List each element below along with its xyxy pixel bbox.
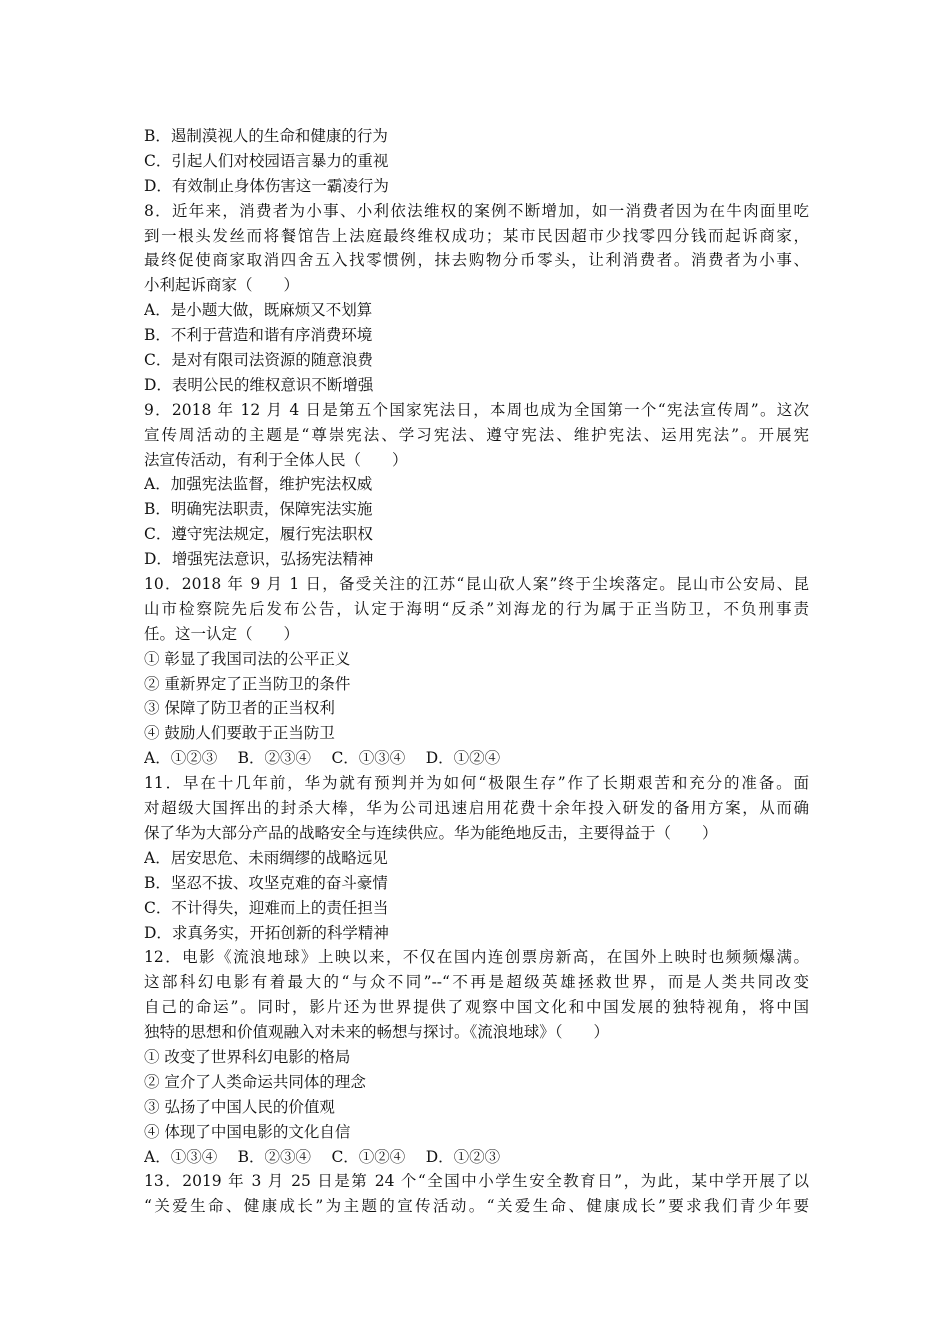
- text-line: 这部科幻电影有着最大的“与众不同”--“不再是超级英雄拯救世界，而是人类共同改变: [144, 973, 809, 992]
- exam-text-body: [144, 124, 809, 1219]
- text-line: 8．近年来，消费者为小事、小利依法维权的案例不断增加，如一消费者因为在牛肉面里吃: [144, 201, 809, 220]
- text-line: C．是对有限司法资源的随意浪费: [144, 351, 373, 370]
- text-line: A．①③④ B．②③④ C．①②④ D．①②③: [144, 1147, 501, 1166]
- text-line: 保了华为大部分产品的战略安全与连续供应。华为能绝地反击，主要得益于（ ）: [144, 823, 718, 842]
- text-line: A．居安思危、未雨绸缪的战略远见: [144, 848, 388, 867]
- text-line: 独特的思想和价值观融入对未来的畅想与探讨。《流浪地球》（ ）: [144, 1023, 610, 1042]
- text-line: ② 宣介了人类命运共同体的理念: [144, 1072, 366, 1091]
- text-line: 最终促使商家取消四舍五入找零惯例，抹去购物分币零头，让利消费者。消费者为小事、: [144, 251, 809, 270]
- text-line: “关爱生命、健康成长”为主题的宣传活动。“关爱生命、健康成长”要求我们青少年要: [144, 1197, 809, 1216]
- text-line: D．表明公民的维权意识不断增强: [144, 375, 374, 394]
- text-line: D．增强宪法意识，弘扬宪法精神: [144, 550, 374, 569]
- text-line: C．引起人们对校园语言暴力的重视: [144, 151, 389, 170]
- text-line: A．①②③ B．②③④ C．①③④ D．①②④: [144, 749, 501, 768]
- text-line: 自己的命运”。同时，影片还为世界提供了观察中国文化和中国发展的独特视角，将中国: [144, 998, 809, 1017]
- text-line: C．遵守宪法规定，履行宪法职权: [144, 525, 373, 544]
- text-line: D．求真务实，开拓创新的科学精神: [144, 923, 389, 942]
- text-line: ① 改变了世界科幻电影的格局: [144, 1047, 351, 1066]
- text-line: A．是小题大做，既麻烦又不划算: [144, 301, 373, 320]
- text-line: 9．2018 年 12 月 4 日是第五个国家宪法日，本周也成为全国第一个“宪法宣传周”。这次: [144, 400, 809, 419]
- text-line: B．遏制漠视人的生命和健康的行为: [144, 127, 388, 145]
- text-line: B．不利于营造和谐有序消费环境: [144, 326, 373, 345]
- text-line: 13．2019 年 3 月 25 日是第 24 个“全国中小学生安全教育日”，为此，某中学开展了以: [144, 1172, 809, 1191]
- text-line: B．明确宪法职责，保障宪法实施: [144, 500, 373, 519]
- text-line: 到一根头发丝而将餐馆告上法庭最终维权成功；某市民因超市少找零四分钱而起诉商家，: [144, 226, 809, 245]
- text-line: ④ 鼓励人们要敢于正当防卫: [144, 724, 335, 743]
- text-line: 11．早在十几年前，华为就有预判并为如何“极限生存”作了长期艰苦和充分的准备。面: [144, 774, 809, 793]
- text-line: 法宣传活动，有利于全体人民（ ）: [144, 450, 408, 469]
- text-line: 宣传周活动的主题是“尊崇宪法、学习宪法、遵守宪法、维护宪法、运用宪法”。开展宪: [144, 425, 809, 444]
- text-line: ④ 体现了中国电影的文化自信: [144, 1122, 351, 1141]
- text-line: C．不计得失，迎难而上的责任担当: [144, 898, 389, 917]
- text-line: 山市检察院先后发布公告，认定于海明“反杀”刘海龙的行为属于正当防卫，不负刑事责: [144, 599, 809, 618]
- text-line: D．有效制止身体伤害这一霸凌行为: [144, 176, 389, 195]
- text-line: 任。这一认定（ ）: [144, 624, 300, 643]
- text-line: 小利起诉商家（ ）: [144, 276, 300, 295]
- text-line: 10．2018 年 9 月 1 日，备受关注的江苏“昆山砍人案”终于尘埃落定。昆山市公安局、昆: [144, 575, 809, 594]
- text-line: 对超级大国挥出的封杀大棒，华为公司迅速启用花费十余年投入研发的备用方案，从而确: [144, 799, 809, 818]
- text-line: B．坚忍不拔、攻坚克难的奋斗豪情: [144, 873, 388, 892]
- text-line: 12．电影《流浪地球》上映以来，不仅在国内连创票房新高，在国外上映时也频频爆满。: [144, 948, 809, 967]
- text-line: ③ 保障了防卫者的正当权利: [144, 699, 335, 718]
- text-line: ② 重新界定了正当防卫的条件: [144, 674, 351, 693]
- text-line: A．加强宪法监督，维护宪法权威: [144, 475, 373, 494]
- text-line: ③ 弘扬了中国人民的价值观: [144, 1097, 335, 1116]
- text-line: ① 彰显了我国司法的公平正义: [144, 649, 351, 668]
